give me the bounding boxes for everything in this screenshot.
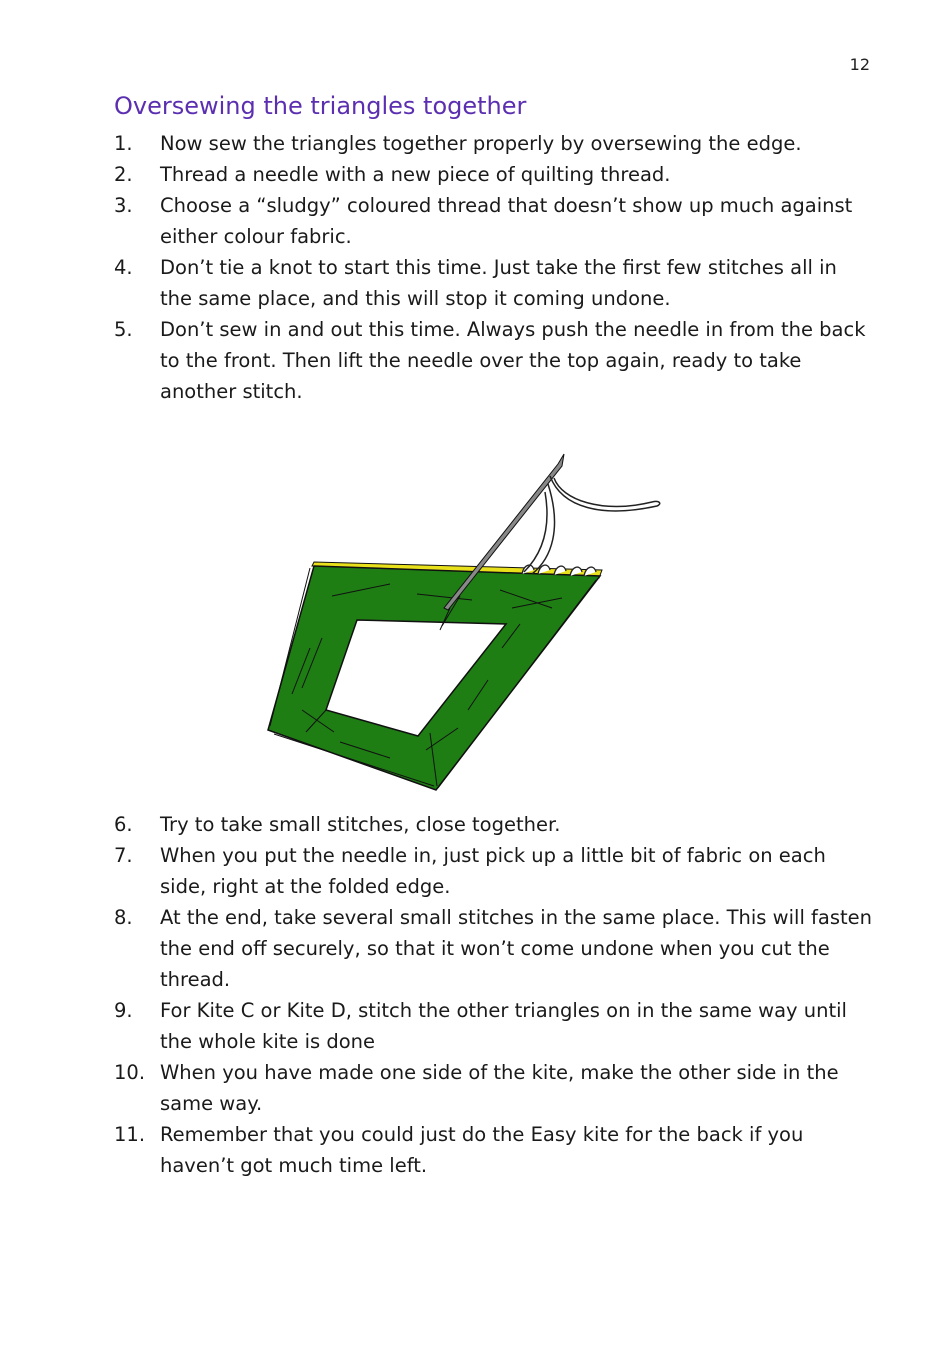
step-text: Don’t tie a knot to start this time. Just take the first few stitches all in the same place, and this will stop it coming undone.	[160, 256, 837, 310]
step-text: Don’t sew in and out this time. Always push the needle in from the back to the front. Then lift the needle over the top again, ready to take another stitch.	[160, 318, 866, 403]
list-item	[114, 252, 874, 314]
step-text: Try to take small stitches, close together.	[160, 813, 561, 836]
list-item	[114, 902, 874, 995]
list-item	[114, 314, 874, 407]
step-number: 5.	[114, 318, 133, 341]
step-number: 7.	[114, 844, 133, 867]
step-text: Thread a needle with a new piece of quilting thread.	[160, 163, 671, 186]
list-item	[114, 840, 874, 902]
step-text: When you put the needle in, just pick up a little bit of fabric on each side, right at the folded edge.	[160, 844, 826, 898]
step-number: 9.	[114, 999, 133, 1022]
steps-list-after	[114, 809, 874, 1181]
step-number: 1.	[114, 132, 133, 155]
step-number: 3.	[114, 194, 133, 217]
list-item	[114, 995, 874, 1057]
steps-list-before	[114, 128, 874, 407]
step-text: At the end, take several small stitches in the same place. This will fasten the end off securely, so that it won’t come undone when you cut the thread.	[160, 906, 873, 991]
step-text: When you have made one side of the kite, make the other side in the same way.	[160, 1061, 839, 1115]
step-text: For Kite C or Kite D, stitch the other triangles on in the same way until the whole kite is done	[160, 999, 847, 1053]
list-item	[114, 1119, 874, 1181]
step-number: 6.	[114, 813, 133, 836]
step-text: Remember that you could just do the Easy kite for the back if you haven’t got much time left.	[160, 1123, 804, 1177]
page-number: 12	[849, 55, 870, 74]
list-item	[114, 1057, 874, 1119]
needle-oversewing-kite-frame-icon	[262, 448, 664, 798]
step-number: 8.	[114, 906, 133, 929]
list-item	[114, 190, 874, 252]
step-number: 10.	[114, 1061, 146, 1084]
page-title: Oversewing the triangles together	[114, 92, 527, 120]
list-item	[114, 809, 874, 840]
step-text: Choose a “sludgy” coloured thread that doesn’t show up much against either colour fabric.	[160, 194, 853, 248]
list-item	[114, 128, 874, 159]
step-number: 2.	[114, 163, 133, 186]
list-item	[114, 159, 874, 190]
thread-icon	[524, 476, 660, 574]
step-number: 4.	[114, 256, 133, 279]
step-number: 11.	[114, 1123, 146, 1146]
step-text: Now sew the triangles together properly by oversewing the edge.	[160, 132, 802, 155]
green-fabric-frame	[268, 566, 600, 790]
